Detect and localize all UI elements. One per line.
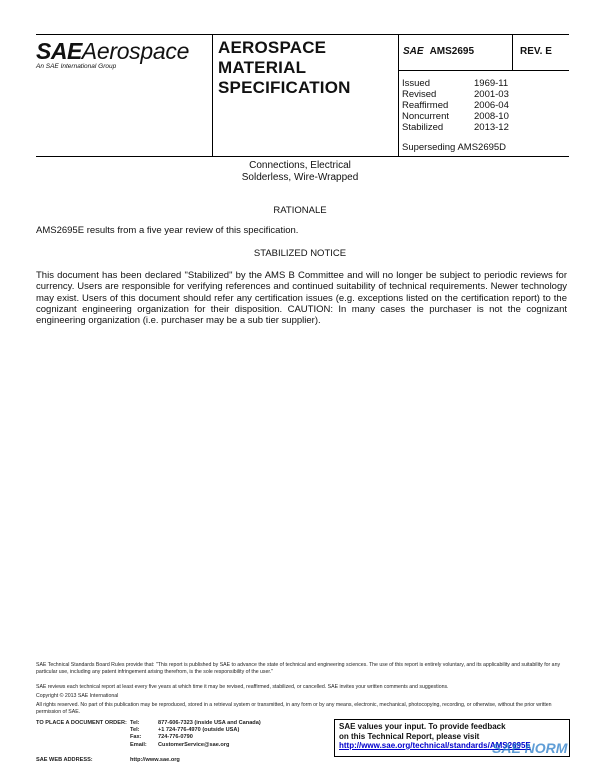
- doc-sae-logo: SAE: [403, 46, 424, 57]
- rationale-heading: RATIONALE: [273, 205, 327, 216]
- footer-rules-paragraph: SAE Technical Standards Board Rules provide that: "This report is published by SAE to advance the state of technical and engineering sciences. The use of this report is entirely voluntary, and its applicability and suitability for any particular use, including any patent infringement arising therefrom, is the sole responsibility of the user.": [36, 662, 561, 675]
- header-divider-3: [512, 34, 513, 70]
- date-value: 1969-11: [474, 78, 509, 89]
- header-bottom-rule: [36, 156, 569, 157]
- spec-title-line: AEROSPACE: [218, 38, 327, 57]
- header-divider-1: [212, 34, 213, 156]
- footer-copyright: Copyright © 2013 SAE International: [36, 693, 119, 699]
- date-row-reaffirmed: [402, 100, 534, 111]
- date-value: 2001-03: [474, 89, 509, 100]
- subject-line: Connections, Electrical: [249, 160, 351, 171]
- order-row-value: +1 724-776-4970 (outside USA): [158, 727, 240, 734]
- rationale-text: AMS2695E results from a five year review of this specification.: [36, 225, 299, 236]
- document-subject: [0, 160, 600, 184]
- spec-title-line: MATERIAL: [218, 58, 307, 77]
- date-label: Reaffirmed: [402, 100, 449, 111]
- watermark-logo: SAE NORM: [492, 740, 568, 756]
- logo-sae-text: SAE: [36, 38, 82, 64]
- date-row-noncurrent: [402, 111, 534, 122]
- order-row: [130, 720, 261, 727]
- order-row-value: CustomerService@sae.org: [158, 741, 230, 748]
- spec-title: [218, 38, 351, 98]
- docnum-bottom-rule: [398, 70, 569, 71]
- revision-label: REV. E: [520, 46, 552, 57]
- order-row-label: Tel:: [130, 727, 140, 734]
- date-row-stabilized: [402, 122, 534, 133]
- order-row: [130, 734, 261, 741]
- date-value: 2013-12: [474, 122, 509, 133]
- stabilized-notice-heading: STABILIZED NOTICE: [253, 248, 347, 259]
- order-row-label: Fax:: [130, 734, 142, 741]
- order-contact-list: [130, 720, 261, 749]
- logo-aerospace-text: Aerospace: [81, 38, 190, 64]
- footer-rights-paragraph: All rights reserved. No part of this publication may be reproduced, stored in a retrieval system or transmitted, in any form or by any means, electronic, mechanical, photocopying, recording, or otherwise, without the prior written permission of SAE.: [36, 702, 552, 715]
- document-number: [403, 46, 474, 57]
- stabilized-notice-text: This document has been declared "Stabilized" by the AMS B Committee and will no longer be subject to periodic reviews for currency. Users are responsible for verifying references and continued suitability of technical requirements. Newer technology may exist. Users of this document should refer any certification issues (e.g. exceptions listed on the certification report) to the cognizant engineering organization for their disposition. CAUTION: In many cases the purchaser is not the cognizant engineering organization (i.e. purchaser may be a sub tier supplier).: [36, 270, 567, 327]
- order-row-label: Email:: [130, 741, 147, 748]
- superseding-note: Superseding AMS2695D: [402, 142, 507, 153]
- date-label: Noncurrent: [402, 111, 449, 122]
- date-label: Revised: [402, 89, 437, 100]
- header-divider-2: [398, 34, 399, 156]
- subject-line: Solderless, Wire-Wrapped: [241, 172, 359, 183]
- date-label: Stabilized: [402, 122, 444, 133]
- order-row-value: 724-776-0790: [158, 734, 193, 741]
- date-row-issued: [402, 78, 534, 89]
- web-address-label: SAE WEB ADDRESS:: [36, 757, 93, 763]
- logo-subtitle: An SAE International Group: [36, 63, 117, 70]
- order-row: [130, 742, 261, 749]
- order-row-label: Tel:: [130, 720, 140, 726]
- doc-number-text: AMS2695: [429, 46, 475, 57]
- order-row-value: 877-606-7323 (inside USA and Canada): [158, 720, 261, 726]
- date-value: 2008-10: [474, 111, 509, 122]
- order-label: TO PLACE A DOCUMENT ORDER:: [36, 720, 127, 726]
- date-label: Issued: [402, 78, 430, 89]
- order-row: [130, 727, 261, 734]
- sae-aerospace-logo: [36, 38, 189, 70]
- date-row-revised: [402, 89, 534, 100]
- footer-review-paragraph: SAE reviews each technical report at least every five years at which time it may be revised, reaffirmed, stabilized, or cancelled. SAE invites your written comments and suggestions.: [36, 684, 449, 690]
- feedback-line: on this Technical Report, please visit: [339, 731, 480, 741]
- spec-title-line: SPECIFICATION: [218, 78, 351, 97]
- date-value: 2006-04: [474, 100, 509, 111]
- header-top-rule: [36, 34, 569, 35]
- feedback-link[interactable]: http://www.sae.org/technical/standards/AMS2695E: [339, 741, 531, 750]
- web-address-value: http://www.sae.org: [130, 757, 180, 763]
- dates-table: [402, 78, 534, 133]
- feedback-line: SAE values your input. To provide feedback: [339, 722, 506, 731]
